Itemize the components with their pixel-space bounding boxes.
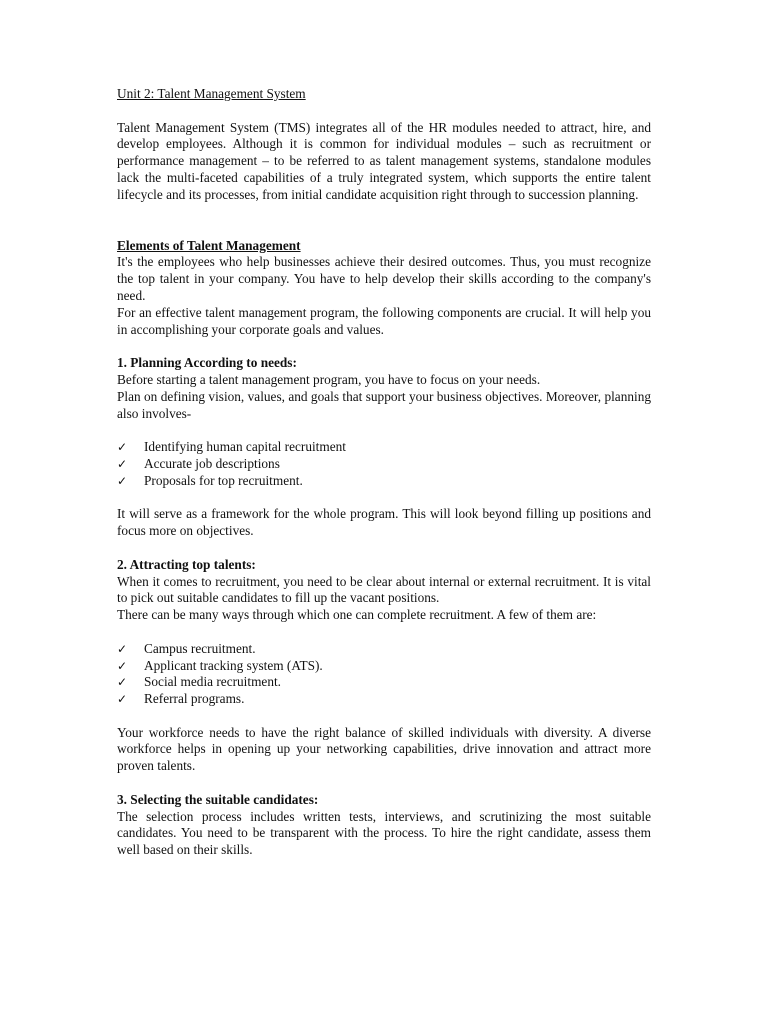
list-item: [117, 641, 651, 658]
list-item-text: Applicant tracking system (ATS).: [144, 657, 323, 673]
section-2-paragraph-3: Your workforce needs to have the right balance of skilled individuals with diversity. A diverse workforce helps in opening up your networking capabilities, drive innovation and attract more proven talents.: [117, 724, 651, 774]
list-item-text: Identifying human capital recruitment: [144, 439, 346, 455]
section-1-paragraph-1: Before starting a talent management program, you have to focus on your needs.: [117, 371, 541, 387]
list-item-text: Referral programs.: [144, 691, 245, 707]
list-item: [117, 456, 651, 473]
section-1-paragraph-2: Plan on defining vision, values, and goals that support your business objectives. Moreover, planning also involves-: [117, 388, 651, 421]
elements-heading: Elements of Talent Management: [117, 237, 301, 253]
section-1-paragraph-3: It will serve as a framework for the whole program. This will look beyond filling up positions and focus more on objectives.: [117, 506, 651, 539]
list-item: [117, 674, 651, 691]
checkmark-icon: ✓: [117, 473, 128, 488]
section-1-checklist: [117, 439, 651, 489]
section-3-paragraph-1: The selection process includes written tests, interviews, and scrutinizing the most suitable candidates. You need to be transparent with the process. To hire the right candidate, assess them well based on their skills.: [117, 808, 651, 858]
list-item: [117, 439, 651, 456]
intro-paragraph: Talent Management System (TMS) integrates all of the HR modules needed to attract, hire, and develop employees. Although it is common for individual modules – such as recruitment or performance management – to be referred to as talent management systems, standalone modules lack the multi-faceted capabilities of a truly integrated system, which supports the entire talent lifecycle and its processes, from initial candidate acquisition right through to succession planning.: [117, 119, 651, 202]
list-item: [117, 658, 651, 675]
section-2-checklist: [117, 641, 651, 708]
list-item: [117, 473, 651, 490]
checkmark-icon: ✓: [117, 658, 128, 673]
section-2-paragraph-1: When it comes to recruitment, you need to be clear about internal or external recruitment. It is vital to pick out suitable candidates to fill up the vacant positions.: [117, 573, 651, 606]
checkmark-icon: ✓: [117, 440, 128, 455]
list-item-text: Accurate job descriptions: [144, 455, 280, 471]
document-page: [117, 86, 651, 859]
list-item-text: Social media recruitment.: [144, 674, 281, 690]
checkmark-icon: ✓: [117, 692, 128, 707]
section-2-paragraph-2: There can be many ways through which one can complete recruitment. A few of them are:: [117, 607, 597, 623]
section-2-heading: 2. Attracting top talents:: [117, 556, 256, 572]
section-1-heading: 1. Planning According to needs:: [117, 355, 297, 371]
list-item-text: Proposals for top recruitment.: [144, 472, 303, 488]
checkmark-icon: ✓: [117, 675, 128, 690]
elements-paragraph-1: It's the employees who help businesses achieve their desired outcomes. Thus, you must recognize the top talent in your company. You have to help develop their skills according to the company's need.: [117, 254, 651, 303]
list-item: [117, 691, 651, 708]
checkmark-icon: ✓: [117, 641, 128, 656]
document-title: Unit 2: Talent Management System: [117, 86, 306, 101]
section-3-heading: 3. Selecting the suitable candidates:: [117, 791, 319, 807]
elements-paragraph-2: For an effective talent management program, the following components are crucial. It will help you in accomplishing your corporate goals and values.: [117, 304, 651, 337]
list-item-text: Campus recruitment.: [144, 640, 256, 656]
checkmark-icon: ✓: [117, 456, 128, 471]
